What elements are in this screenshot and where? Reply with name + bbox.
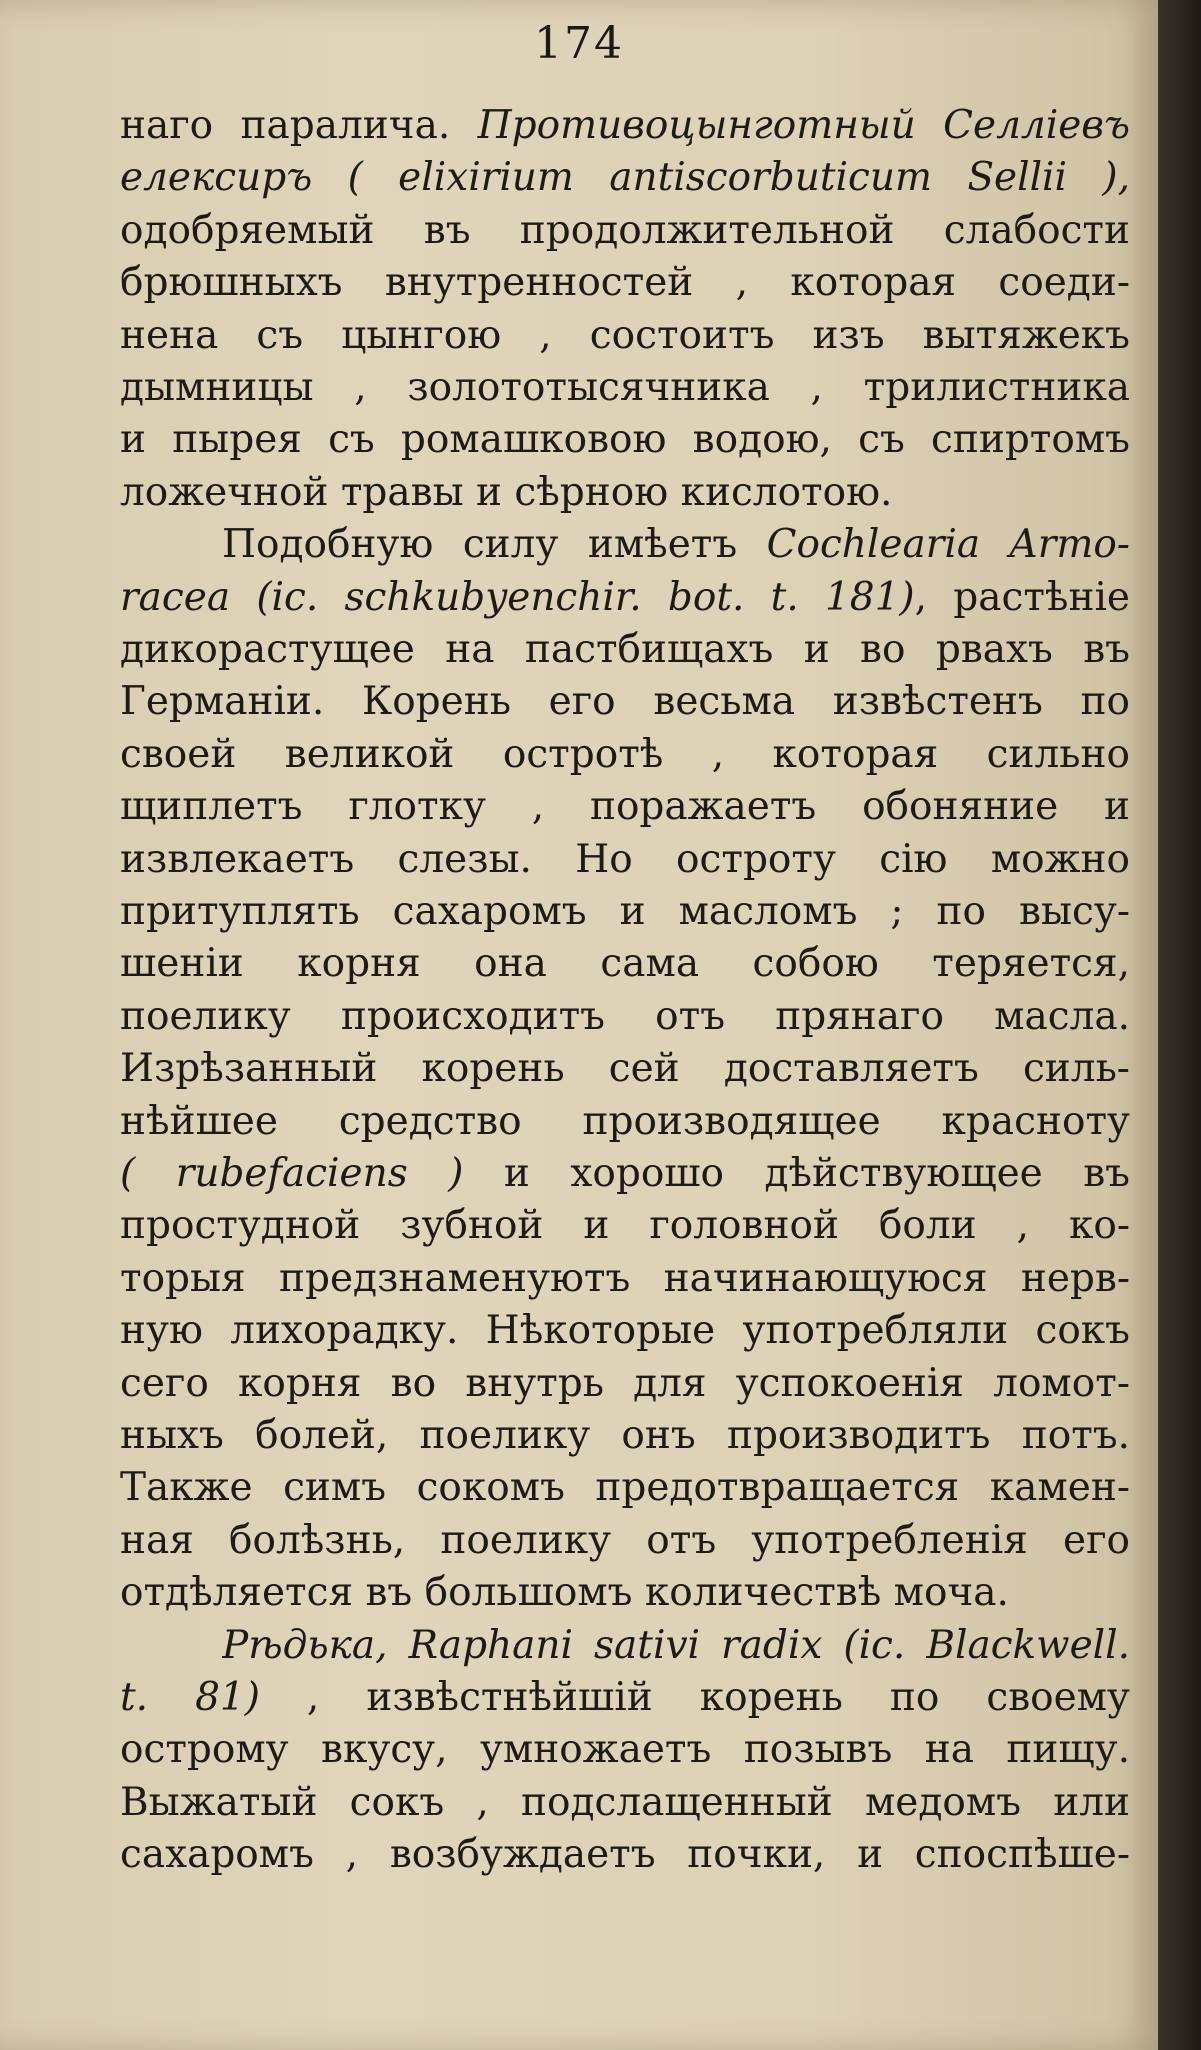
text-line xyxy=(120,1567,1130,1619)
text-segment: поелику происходитъ отъ прянаго масла. xyxy=(120,994,1130,1039)
text-line xyxy=(120,1724,1130,1776)
text-line xyxy=(120,781,1130,833)
text-segment: отдѣляется въ большомъ количествѣ моча. xyxy=(120,1570,1009,1615)
text-line xyxy=(120,1096,1130,1148)
text-segment: одобряемый въ продолжительной слабости xyxy=(120,208,1130,253)
text-line xyxy=(120,834,1130,886)
page-number: 174 xyxy=(534,18,624,69)
text-segment: , растѣнiе xyxy=(914,575,1130,620)
text-segment: ныхъ болей, поелику онъ производитъ потъ. xyxy=(120,1413,1130,1458)
text-segment: Изрѣзанный корень сей доставляетъ силь- xyxy=(120,1046,1130,1091)
text-line xyxy=(120,100,1130,152)
text-segment: , извѣстнѣйшiй корень по своему xyxy=(259,1675,1130,1720)
text-line xyxy=(120,1253,1130,1305)
text-line xyxy=(120,1672,1130,1724)
text-line xyxy=(120,152,1130,204)
italic-segment: Рѣдька, Raphani sativi radix (ic. Blackwell. xyxy=(222,1623,1130,1668)
text-line xyxy=(120,1829,1130,1881)
text-line xyxy=(120,1043,1130,1095)
text-line xyxy=(120,1410,1130,1462)
text-line xyxy=(120,414,1130,466)
text-line xyxy=(120,624,1130,676)
text-segment: брюшныхъ внутренностей , которая соеди- xyxy=(120,260,1130,305)
text-segment: острому вкусу, умножаетъ позывъ на пищу. xyxy=(120,1727,1130,1772)
text-line xyxy=(120,310,1130,362)
book-gutter xyxy=(1158,0,1201,2050)
text-segment: дымницы , золототысячника , трилистника xyxy=(120,365,1130,410)
italic-segment: ( rubefaciens ) xyxy=(120,1151,464,1196)
text-segment: Также симъ сокомъ предотвращается камен- xyxy=(120,1465,1130,1510)
text-segment: нѣйшее средство производящее красноту xyxy=(120,1099,1130,1144)
italic-segment: Cochlearia Armo- xyxy=(766,522,1130,567)
text-line xyxy=(120,1358,1130,1410)
italic-segment: елексиръ ( elixirium antiscorbuticum Sellii ), xyxy=(120,155,1130,200)
text-line xyxy=(120,205,1130,257)
text-segment: притуплять сахаромъ и масломъ ; по высу- xyxy=(120,889,1130,934)
text-segment: Германiи. Корень его весьма извѣстенъ по xyxy=(120,679,1130,724)
italic-segment: t. 81) xyxy=(120,1675,260,1720)
italic-segment: Противоцынготный Селлiевъ xyxy=(477,103,1130,148)
text-line xyxy=(120,1200,1130,1252)
text-segment: ная болѣзнь, поелику отъ употребленiя его xyxy=(120,1518,1130,1563)
text-segment: щиплетъ глотку , поражаетъ обоняние и xyxy=(120,784,1130,829)
text-line xyxy=(120,1148,1130,1200)
text-line xyxy=(120,257,1130,309)
text-line xyxy=(120,467,1130,519)
text-segment: торыя предзнаменуютъ начинающуюся нерв- xyxy=(120,1256,1130,1301)
text-segment: сего корня во внутрь для успокоенiя ломот- xyxy=(120,1361,1130,1406)
text-line xyxy=(120,1777,1130,1829)
text-line xyxy=(222,1620,1130,1672)
text-segment: дикорастущее на пастбищахъ и во рвахъ въ xyxy=(120,627,1130,672)
text-line xyxy=(120,886,1130,938)
text-line xyxy=(120,991,1130,1043)
text-segment: ложечной травы и сѣрною кислотою. xyxy=(120,470,893,515)
text-line xyxy=(120,1462,1130,1514)
text-line xyxy=(120,1515,1130,1567)
text-segment: сахаромъ , возбуждаетъ почки, и споспѣше- xyxy=(120,1832,1130,1877)
text-segment: ную лихорадку. Нѣкоторые употребляли сокъ xyxy=(120,1308,1130,1353)
text-segment: Подобную силу имѣетъ xyxy=(222,522,767,567)
text-line xyxy=(120,1305,1130,1357)
text-segment: и хорошо дѣйствующее въ xyxy=(463,1151,1130,1196)
text-segment: и пырея съ ромашковою водою, съ спиртомъ xyxy=(120,417,1130,462)
text-line xyxy=(120,362,1130,414)
text-line xyxy=(120,572,1130,624)
text-segment: извлекаетъ слезы. Но остроту сiю можно xyxy=(120,837,1130,882)
text-segment: шенiи корня она сама собою теряется, xyxy=(120,941,1130,986)
text-segment: Выжатый сокъ , подслащенный медомъ или xyxy=(120,1780,1130,1825)
text-segment: простудной зубной и головной боли , ко- xyxy=(120,1203,1130,1248)
italic-segment: racea (ic. schkubyenchir. bot. t. 181) xyxy=(120,575,915,620)
text-line xyxy=(120,938,1130,990)
text-line xyxy=(120,676,1130,728)
text-line xyxy=(120,729,1130,781)
text-segment: наго паралича. xyxy=(120,103,478,148)
text-segment: нена съ цынгою , состоитъ изъ вытяжекъ xyxy=(120,313,1130,358)
text-segment: своей великой остротѣ , которая сильно xyxy=(120,732,1130,777)
text-line xyxy=(222,519,1130,571)
